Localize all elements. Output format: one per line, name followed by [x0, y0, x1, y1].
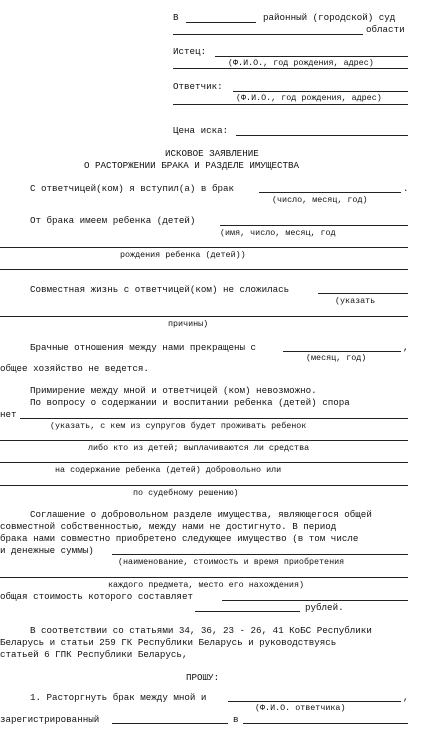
upbringing-hint-4: по судебному решению) [133, 488, 239, 498]
defendant-hint: (Ф.И.О., год рождения, адрес) [236, 93, 382, 103]
region-label: области [366, 24, 405, 35]
court-suffix: районный (городской) суд [263, 12, 396, 23]
children-field-2[interactable] [0, 247, 408, 248]
property-text-1: Соглашение о добровольном разделе имущества, являющегося общей [30, 509, 372, 520]
registry-office-field[interactable] [243, 723, 408, 724]
court-prefix: В [173, 12, 179, 23]
property-hint-1: (наименование, стоимость и время приобретения [118, 557, 345, 567]
upbringing-field-2[interactable] [0, 440, 408, 441]
plaintiff-hint: (Ф.И.О., год рождения, адрес) [228, 58, 374, 68]
request-item-1-end: , [403, 692, 409, 703]
request-item-1: 1. Расторгнуть брак между мной и [30, 692, 207, 703]
upbringing-text-1: По вопросу о содержании и воспитании ребенка (детей) спора [30, 397, 350, 408]
registered-date-field[interactable] [112, 723, 228, 724]
property-text-2: совместной собственностью, между нами не достигнуто. В период [0, 521, 337, 532]
request-heading: ПРОШУ: [186, 672, 220, 683]
relations-end: , [403, 342, 409, 353]
plaintiff-label: Истец: [173, 46, 207, 57]
joint-life-hint-1: (указать [335, 296, 376, 306]
reconcile-text: Примирение между мной и ответчицей (ком) невозможно. [30, 385, 317, 396]
law-text-1: В соответствии со статьями 34, 36, 23 - 26, 41 КоБС Республики [30, 625, 372, 636]
defendant-name-field[interactable] [228, 701, 401, 702]
total-value-text: общая стоимость которого составляет [0, 591, 193, 602]
request-item-1-hint: (Ф.И.О. ответчика) [255, 703, 346, 713]
property-hint-2: каждого предмета, место его нахождения) [108, 580, 305, 590]
defendant-field[interactable] [233, 91, 408, 92]
property-text-3: брака нами совместно приобретено следующее имущество (в том числе [0, 533, 359, 544]
joint-life-field[interactable] [318, 293, 408, 294]
region-field[interactable] [173, 34, 363, 35]
claim-price-field[interactable] [236, 135, 408, 136]
total-value-field[interactable] [222, 600, 408, 601]
children-field[interactable] [220, 225, 408, 226]
rubles-label: рублей. [305, 602, 344, 613]
property-field-2[interactable] [0, 577, 408, 578]
plaintiff-field[interactable] [215, 56, 408, 57]
document-subtitle: О РАСТОРЖЕНИИ БРАКА И РАЗДЕЛЕ ИМУЩЕСТВА [84, 160, 300, 171]
marriage-hint: (число, месяц, год) [272, 195, 368, 205]
children-hint-1: (имя, число, месяц, год [220, 228, 336, 238]
marriage-date-field[interactable] [259, 192, 401, 193]
upbringing-field[interactable] [20, 418, 408, 419]
children-field-3[interactable] [0, 269, 408, 270]
relations-text: Брачные отношения между нами прекращены с [30, 342, 257, 353]
law-text-3: статьей 6 ГПК Республики Беларусь, [0, 649, 188, 660]
document-title: ИСКОВОЕ ЗАЯВЛЕНИЕ [165, 148, 259, 159]
relations-date-field[interactable] [283, 351, 401, 352]
upbringing-field-3[interactable] [0, 462, 408, 463]
upbringing-hint-1: (указать, с кем из супругов будет проживать ребенок [50, 421, 307, 431]
joint-life-text: Совместная жизнь с ответчицей(ком) не сложилась [30, 284, 290, 295]
joint-life-hint-2: причины) [168, 319, 209, 329]
joint-life-field-2[interactable] [0, 316, 408, 317]
marriage-text: С ответчицей(ком) я вступил(а) в брак [30, 183, 234, 194]
marriage-end: . [403, 183, 409, 194]
plaintiff-field-2[interactable] [173, 68, 408, 69]
upbringing-field-4[interactable] [0, 485, 408, 486]
household-text: общее хозяйство не ведется. [0, 363, 149, 374]
law-text-2: Беларусь и статьи 259 ГК Республики Беларусь и руководствуясь [0, 637, 337, 648]
claim-price-label: Цена иска: [173, 125, 229, 136]
registered-in-text: в [233, 714, 239, 725]
relations-hint: (месяц, год) [306, 353, 367, 363]
rubles-field[interactable] [195, 611, 300, 612]
upbringing-hint-3: на содержание ребенка (детей) добровольно или [55, 465, 282, 475]
children-text: От брака имеем ребенка (детей) [30, 215, 196, 226]
registered-text: зарегистрированный [0, 714, 100, 725]
defendant-field-2[interactable] [173, 104, 408, 105]
upbringing-hint-2: либо кто из детей; выплачиваются ли средства [88, 443, 310, 453]
children-hint-2: рождения ребенка (детей)) [120, 250, 246, 260]
property-field[interactable] [112, 554, 408, 555]
defendant-label: Ответчик: [173, 81, 223, 92]
property-text-4: и денежные суммы) [0, 545, 94, 556]
court-name-field[interactable] [186, 22, 256, 23]
upbringing-text-2: нет [0, 409, 17, 420]
